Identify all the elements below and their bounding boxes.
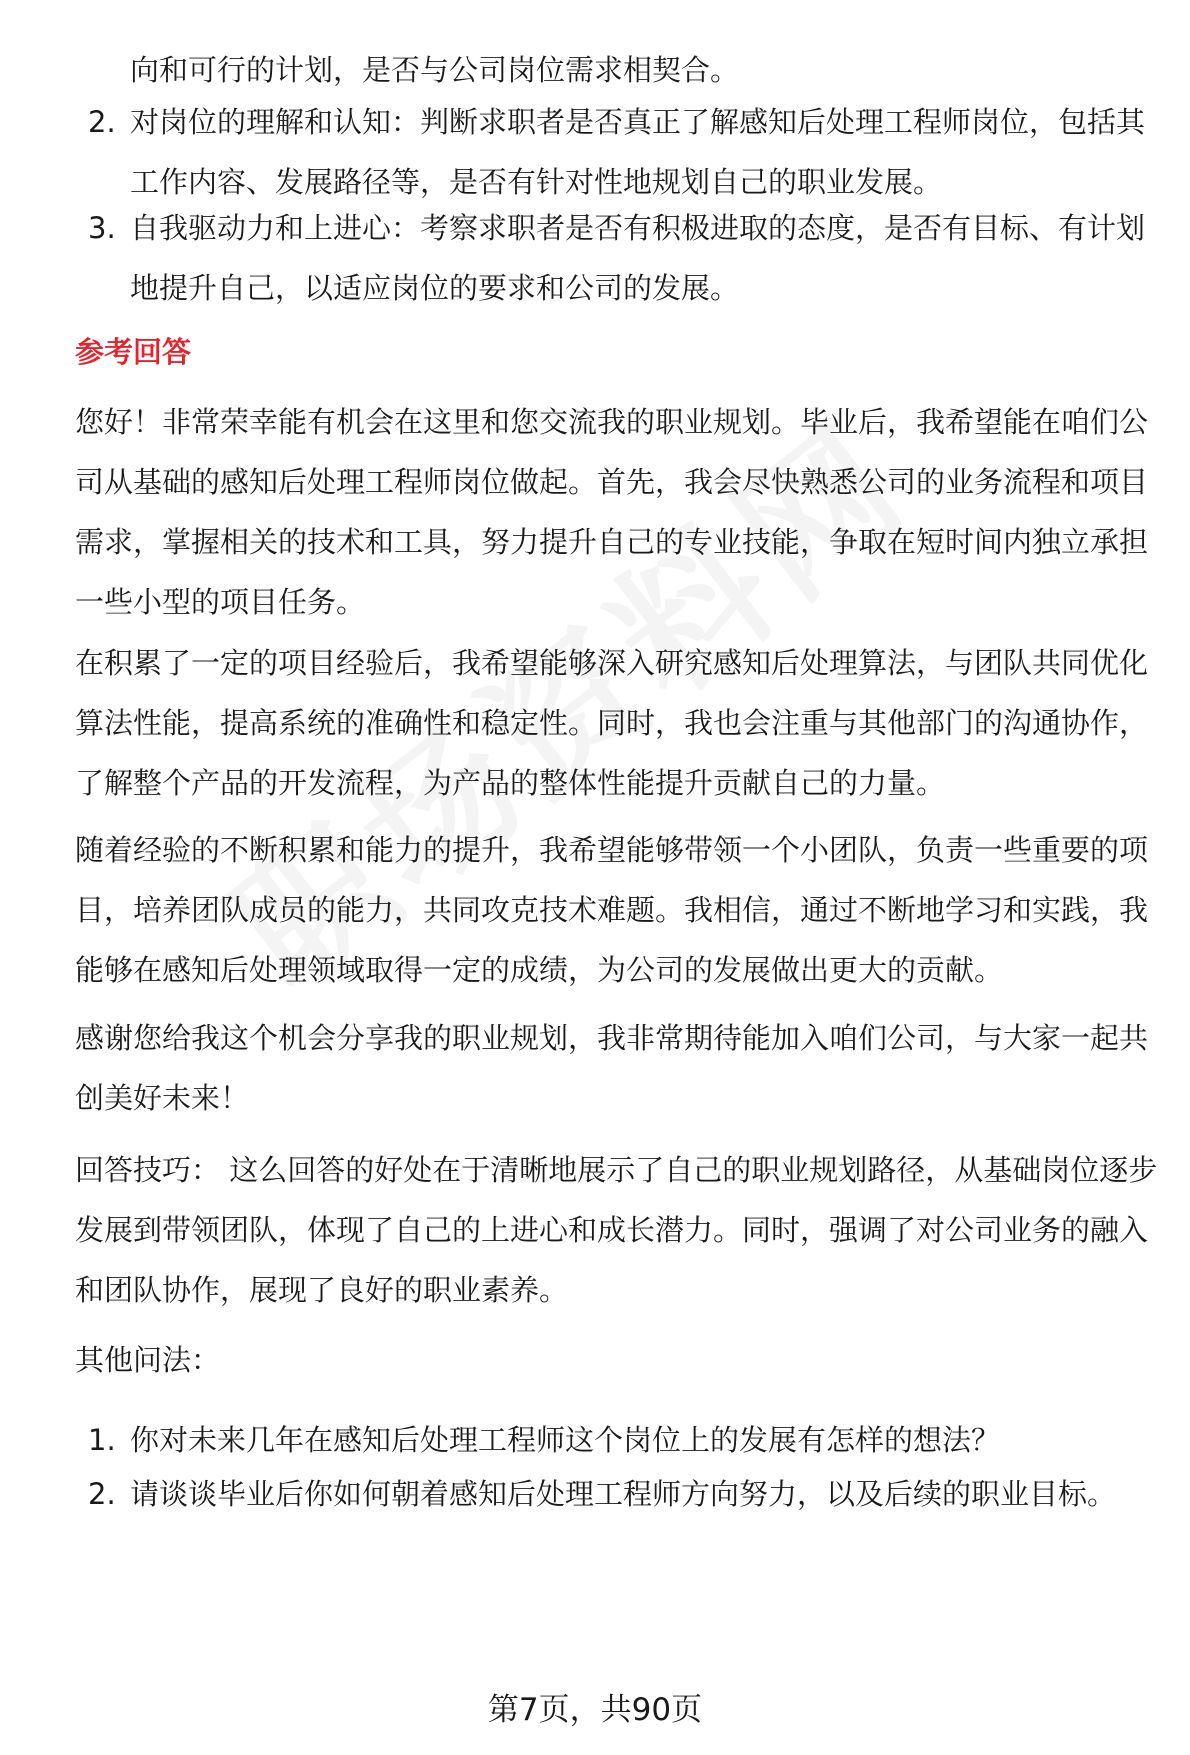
answer-paragraph: 您好！非常荣幸能有机会在这里和您交流我的职业规划。毕业后，我希望能在咱们公司从基础的感知后处理工程师岗位做起。首先，我会尽快熟悉公司的业务流程和项目需求，掌握相关的技术和工具，努力提升自己的专业技能，争取在短时间内独立承担一些小型的项目任务。 xyxy=(75,405,1149,619)
criterion-continuation xyxy=(88,40,1158,100)
page-number-footer: 第7页，共90页 xyxy=(487,1692,703,1728)
criterion-item xyxy=(88,92,1158,212)
criterion-continuation-text: 向和可行的计划，是否与公司岗位需求相契合。 xyxy=(130,53,740,87)
criterion-item xyxy=(88,198,1158,318)
criterion-number: 3. xyxy=(88,211,116,245)
criterion-text: 自我驱动力和上进心：考察求职者是否有积极进取的态度，是否有目标、有计划地提升自己，以适应岗位的要求和公司的发展。 xyxy=(130,211,1146,305)
answer-paragraph: 随着经验的不断积累和能力的提升，我希望能够带领一个小团队，负责一些重要的项目，培养团队成员的能力，共同攻克技术难题。我相信，通过不断地学习和实践，我能够在感知后处理领域取得一定的成绩，为公司的发展做出更大的贡献。 xyxy=(75,833,1149,987)
answer-paragraph: 感谢您给我这个机会分享我的职业规划，我非常期待能加入咱们公司，与大家一起共创美好未来！ xyxy=(75,1021,1149,1115)
other-question-number: 2. xyxy=(88,1477,116,1511)
other-question-text: 你对未来几年在感知后处理工程师这个岗位上的发展有怎样的想法？ xyxy=(130,1423,1001,1457)
answer-heading: 参考回答 xyxy=(75,335,192,369)
other-question-text: 请谈谈毕业后你如何朝着感知后处理工程师方向努力，以及后续的职业目标。 xyxy=(130,1477,1117,1511)
other-question-item xyxy=(88,1410,1158,1470)
other-question-item xyxy=(88,1464,1158,1524)
other-question-number: 1. xyxy=(88,1423,116,1457)
other-questions-heading: 其他问法： xyxy=(75,1343,221,1377)
criterion-number: 2. xyxy=(88,105,116,139)
criterion-text: 对岗位的理解和认知：判断求职者是否真正了解感知后处理工程师岗位，包括其工作内容、发展路径等，是否有针对性地规划自己的职业发展。 xyxy=(130,105,1146,199)
answer-paragraph: 在积累了一定的项目经验后，我希望能够深入研究感知后处理算法，与团队共同优化算法性能，提高系统的准确性和稳定性。同时，我也会注重与其他部门的沟通协作，了解整个产品的开发流程，为产品的整体性能提升贡献自己的力量。 xyxy=(75,646,1149,800)
answer-tips: 回答技巧： 这么回答的好处在于清晰地展示了自己的职业规划路径，从基础岗位逐步发展到带领团队，体现了自己的上进心和成长潜力。同时，强调了对公司业务的融入和团队协作，展现了良好的职业素养。 xyxy=(75,1153,1158,1307)
